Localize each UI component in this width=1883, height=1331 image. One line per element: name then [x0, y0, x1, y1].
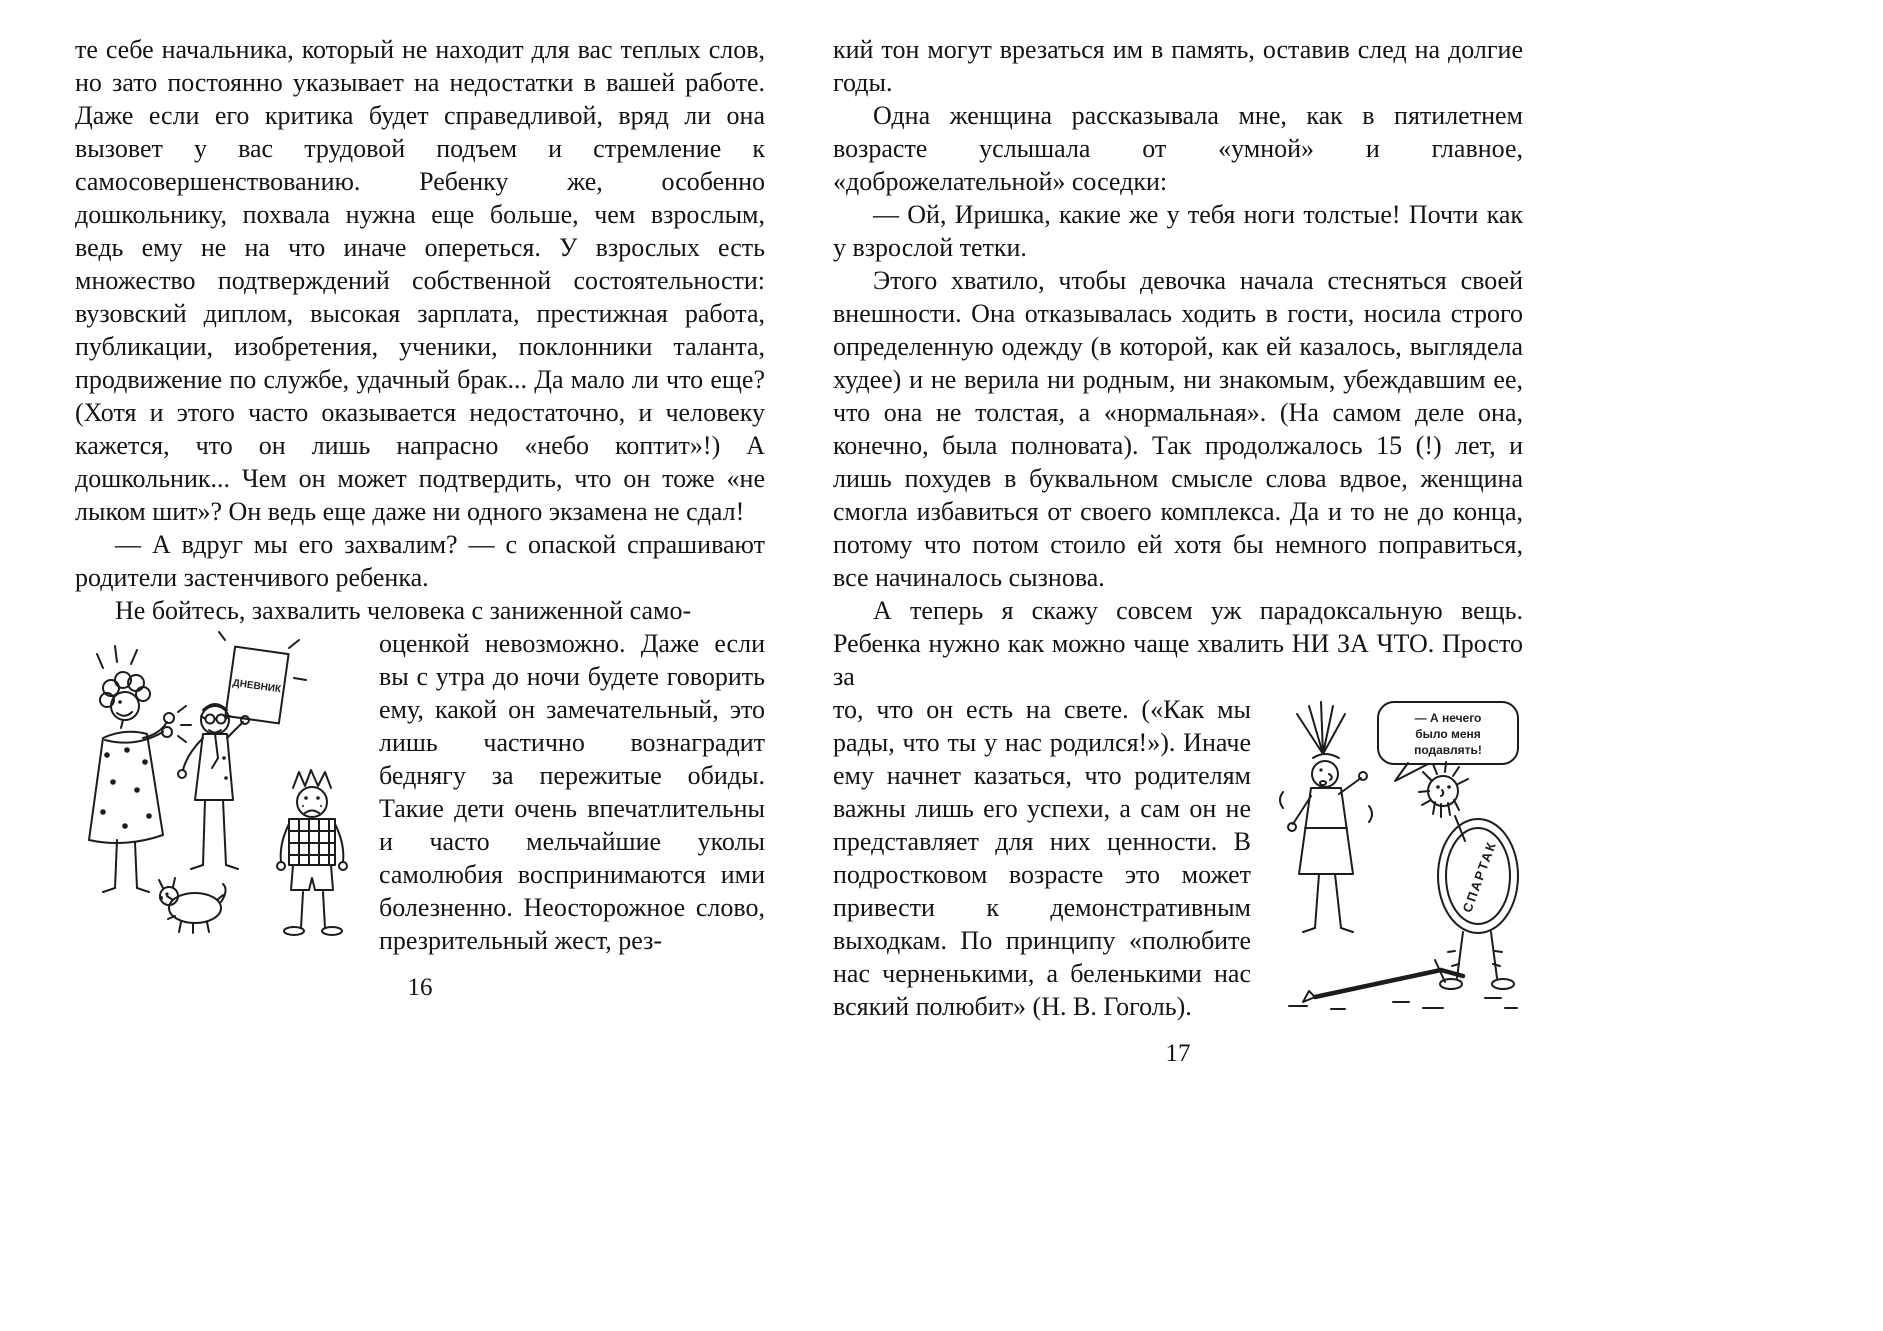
family-cartoon: [75, 630, 355, 950]
speech-bubble: [1378, 702, 1518, 781]
paragraph-start: А теперь я скажу совсем уж парадоксальную вещь. Ребенка нужно как можно чаще хвалить НИ ЗА ЧТО. Просто за: [833, 596, 1523, 691]
sparkle-lines: [97, 646, 137, 668]
shield-label: СПАРТАК: [1459, 838, 1500, 915]
paragraph-wrapped: то, что он есть на свете. («Как мы рады, что ты у нас родился!»). Иначе ему начнет казаться, что родителям важны лишь его успехи, а сам он не представляет для них ценности. В подростковом возрасте это может привести к демонстративным выходкам. По принципу «полюбите нас черненькими, а беленькими нас всякий полюбит» (Н. В. Гоголь).: [833, 695, 1251, 1021]
page-number-left: 16: [407, 974, 433, 1001]
ground-lines: [1289, 998, 1517, 1009]
spartak-cartoon: [1273, 696, 1523, 1016]
speech-text-line-3: подавлять!: [1414, 743, 1482, 757]
diary: [225, 647, 288, 724]
diary-label: ДНЕВНИК: [231, 677, 282, 696]
paragraph-dialogue: — А вдруг мы его захвалим? — с опаской спрашивают родители застенчивого ребенка.: [75, 530, 765, 592]
speech-text-line-1: — А нечего: [1414, 711, 1482, 725]
paragraph-start: Не бойтесь, захвалить человека с заниженной само-: [115, 596, 692, 625]
paragraph-dialogue: — Ой, Иришка, какие же у тебя ноги толстые! Почти как у взрослой тетки.: [833, 200, 1523, 262]
woman-figure: [89, 672, 191, 892]
page-number-right: 17: [1165, 1040, 1191, 1067]
speech-text-line-2: было меня: [1415, 727, 1481, 741]
boy-figure: [277, 770, 347, 935]
paragraph-wrapped: оценкой невозможно. Даже если вы с утра до ночи будете говорить ему, какой он замечательный, это лишь частично вознаградит беднягу за пережитые обиды. Такие дети очень впечатлительны и часто мельчайшие уколы самолюбия воспринимаются ими болезненно. Неосторожное слово, презрительный жест, рез-: [379, 629, 765, 955]
spartak-figure: [1419, 762, 1518, 989]
page-right: [833, 33, 1523, 1070]
page-left: [75, 33, 765, 1004]
illustration-parents-praising-diary: [75, 630, 355, 950]
paragraph: Одна женщина рассказывала мне, как в пятилетнем возрасте услышала от «умной» и главное, «доброжелательной» соседки:: [833, 101, 1523, 196]
paragraph-continuation: те себе начальника, который не находит для вас теплых слов, но зато постоянно указывает на недостатки в вашей работе. Даже если его критика будет справедливой, вряд ли она вызовет у вас трудовой подъем и стремление к самосовершенствованию. Ребенку же, особенно дошкольнику, похвала нужна еще больше, чем взрослым, ведь ему не на что иначе опереться. У взрослых есть множество подтверждений собственной состоятельности: вузовский диплом, высокая зарплата, престижная работа, публикации, изобретения, ученики, поклонники таланта, продвижение по службе, удачный брак... Да мало ли что еще? (Хотя и этого часто оказывается недостаточно, и человеку кажется, что он лишь напрасно «небо коптит»!) А дошкольник... Чем он может подтвердить, что он тоже «не лыком шит»? Он ведь еще даже ни одного экзамена не сдал!: [75, 35, 765, 526]
illustration-spartak-rebel: [1273, 696, 1523, 1016]
plumed-figure: [1280, 702, 1372, 932]
paragraph-continuation: кий тон могут врезаться им в память, оставив след на долгие годы.: [833, 35, 1523, 97]
man-figure: [178, 632, 306, 869]
sword: [1303, 960, 1463, 1002]
paragraph: Этого хватило, чтобы девочка начала стесняться своей внешности. Она отказывалась ходить в гости, носила строго определенную одежду (в которой, как ей казалось, выглядела худее) и не верила ни родным, ни знакомым, убеждавшим ее, что она не толстая, а «нормальная». (На самом деле она, конечно, была полновата). Так продолжалось 15 (!) лет, и лишь похудев в буквальном смысле слова вдвое, женщина смогла избавиться от своего комплекса. Да и то не до конца, потому что потом стоило ей хотя бы немного поправиться, все начиналось сызнова.: [833, 266, 1523, 592]
dog-figure: [159, 878, 226, 933]
